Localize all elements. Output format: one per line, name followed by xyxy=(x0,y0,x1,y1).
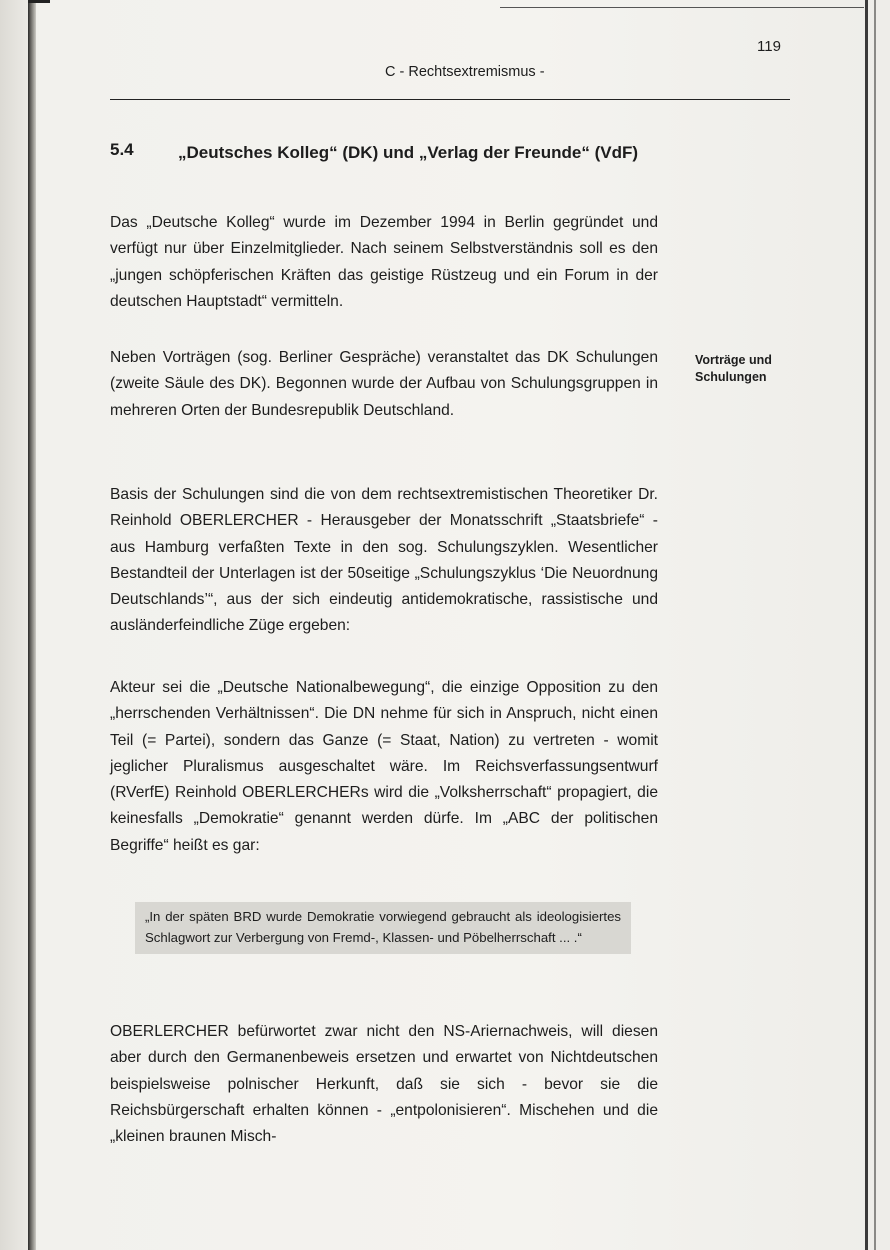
scan-binding-edge xyxy=(28,0,36,1250)
block-quote: „In der späten BRD wurde Demokratie vorwiegend gebraucht als ideologisiertes Schlagwort zur Verbergung von Fremd-, Klassen- und Pöbelherrschaft ... .“ xyxy=(135,902,631,954)
page-number: 119 xyxy=(757,38,781,55)
paragraph-lectures: Neben Vorträgen (sog. Berliner Gespräche) veranstaltet das DK Schulungen (zweite Säule des DK). Begonnen wurde der Aufbau von Schulungsgruppen in mehreren Orten der Bundesrepublik Deutschland. xyxy=(110,349,658,419)
paragraph-training-basis: Basis der Schulungen sind die von dem rechtsextremistischen Theoretiker Dr. Reinhold OBERLERCHER - Herausgeber der Monatsschrift „Staatsbriefe“ - aus Hamburg verfaßten Texte in den sog. Schulungszyklen. Wesentlicher Bestandteil der Unterlagen ist der 50seitige „Schulungszyklus ‘Die Neuordnung Deutschlands’“, aus der sich eindeutig antidemokratische, rassistische und ausländerfeindliche Züge ergeben: xyxy=(110,486,658,635)
running-header: C - Rechtsextremismus - xyxy=(385,64,545,80)
paragraph-oberlercher: OBERLERCHER befürwortet zwar nicht den NS-Ariernachweis, will diesen aber durch den Germanenbeweis ersetzen und erwartet von Nichtdeutschen beispielsweise polnischer Herkunft, daß sie sich - bevor sie die Reichsbürgerschaft erhalten können - „entpolonisieren“. Mischehen und die „kleinen braunen Misch- xyxy=(110,1023,658,1146)
scan-right-edge xyxy=(865,0,868,1250)
header-rule xyxy=(110,99,790,100)
margin-note: Vorträge und Schulungen xyxy=(695,353,772,384)
section-number: 5.4 xyxy=(110,140,134,159)
paragraph-founding: Das „Deutsche Kolleg“ wurde im Dezember 1994 in Berlin gegründet und verfügt nur über Einzelmitglieder. Nach seinem Selbstverständnis soll es den „jungen schöpferischen Kräften das geistige Rüstzeug und ein Forum in der deutschen Hauptstadt“ vermitteln. xyxy=(110,214,658,310)
paragraph-actor: Akteur sei die „Deutsche Nationalbewegung“, die einzige Opposition zu den „herrschenden Verhältnissen“. Die DN nehme für sich in Anspruch, nicht einen Teil (= Partei), sondern das Ganze (= Staat, Nation) zu vertreten - womit jeglicher Pluralismus ausgeschaltet wäre. Im Reichsverfassungsentwurf (RVerfE) Reinhold OBERLERCHERs wird die „Volksherrschaft“ propagiert, die keinesfalls „Demokratie“ genannt werden dürfe. Im „ABC der politischen Begriffe“ heißt es gar: xyxy=(110,679,658,854)
section-heading: „Deutsches Kolleg“ (DK) und „Verlag der Freunde“ (VdF) xyxy=(178,143,638,162)
scan-corner-mark xyxy=(28,0,50,17)
scan-right-edge-shadow xyxy=(874,0,876,1250)
scan-top-line xyxy=(500,7,864,8)
